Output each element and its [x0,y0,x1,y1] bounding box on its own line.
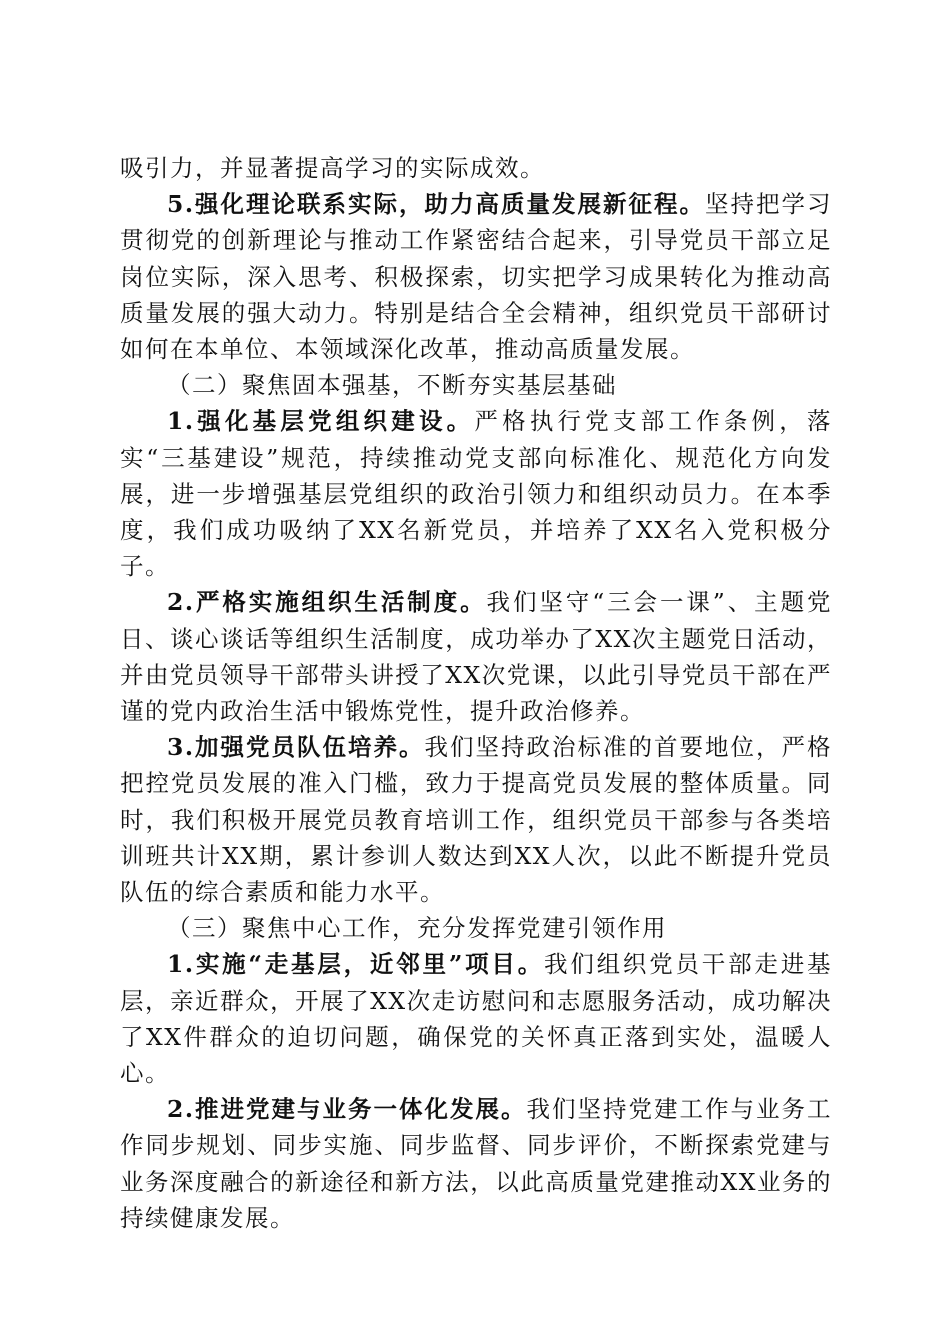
paragraph-item-2b [120,1091,832,1236]
paragraph-item-5 [120,186,832,367]
paragraph-text: 坚持把学习贯彻党的创新理论与推动工作紧密结合起来，引导党员干部立足岗位实际，深入思考、积极探索，切实把学习成果转化为推动高质量发展的强大动力。特别是结合全会精神，组织党员干部研讨如何在本单位、本领域深化改革，推动高质量发展。 [120,190,832,364]
paragraph-lead: 5.强化理论联系实际，助力高质量发展新征程。 [167,190,705,219]
paragraph-text: 我们坚守“三会一课”、主题党日、谈心谈话等组织生活制度，成功举办了XX次主题党日活动，并由党员领导干部带头讲授了XX次党课，以此引导党员干部在严谨的党内政治生活中锻炼党性，提升政治修养。 [120,588,832,726]
paragraph-item-3 [120,729,832,910]
section-heading-3: （三）聚焦中心工作，充分发挥党建引领作用 [167,914,667,943]
paragraph-text: 我们组织党员干部走进基层，亲近群众，开展了XX次走访慰问和志愿服务活动，成功解决了XX件群众的迫切问题，确保党的关怀真正落到实处，温暖人心。 [120,950,832,1088]
section-heading-2: （二）聚焦固本强基，不断夯实基层基础 [167,371,617,400]
document-body [120,150,832,1236]
paragraph-item-2 [120,584,832,729]
paragraph-lead: 1.强化基层党组织建设。 [167,407,475,436]
paragraph-lead: 2.推进党建与业务一体化发展。 [167,1095,527,1124]
paragraph-text: 严格执行党支部工作条例，落实“三基建设”规范，持续推动党支部向标准化、规范化方向发展，进一步增强基层党组织的政治引领力和组织动员力。在本季度，我们成功吸纳了XX名新党员，并培养了XX名入党积极分子。 [120,407,832,581]
paragraph-text: 我们坚持政治标准的首要地位，严格把控党员发展的准入门槛，致力于提高党员发展的整体质量。同时，我们积极开展党员教育培训工作，组织党员干部参与各类培训班共计XX期，累计参训人数达到XX人次，以此不断提升党员队伍的综合素质和能力水平。 [120,733,832,907]
paragraph-item-1b [120,946,832,1091]
paragraph-lead: 1.实施“走基层，近邻里”项目。 [167,950,545,979]
paragraph-continuation [120,150,832,186]
paragraph-text: 我们坚持党建工作与业务工作同步规划、同步实施、同步监督、同步评价，不断探索党建与业务深度融合的新途径和新方法，以此高质量党建推动XX业务的持续健康发展。 [120,1095,832,1232]
paragraph-lead: 3.加强党员队伍培养。 [167,733,425,762]
paragraph-item-1 [120,403,832,584]
paragraph-text: 吸引力，并显著提高学习的实际成效。 [120,154,545,182]
paragraph-lead: 2.严格实施组织生活制度。 [167,588,487,617]
